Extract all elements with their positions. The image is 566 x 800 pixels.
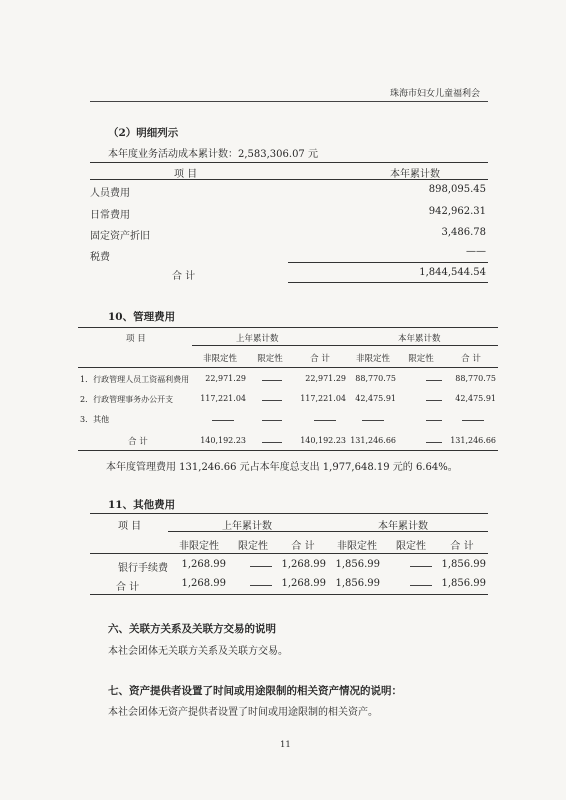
mgmt-row-label: 1．行政管理人员工资福利费用 xyxy=(80,375,190,384)
other-table-top-rule xyxy=(90,513,488,514)
mgmt-this-year-header: 本年累计数 xyxy=(398,334,441,344)
mgmt-total-cell: 140,192.23 xyxy=(300,436,346,445)
other-cell: 1,856.99 xyxy=(335,559,380,570)
mgmt-cell: 88,770.75 xyxy=(455,374,496,383)
mgmt-dash xyxy=(462,420,484,421)
detail-row-label: 日常费用 xyxy=(90,210,130,221)
related-party-title: 六、关联方关系及关联方交易的说明 xyxy=(108,623,276,635)
mgmt-dash xyxy=(262,400,282,401)
other-this-year-header: 本年累计数 xyxy=(378,521,428,532)
mgmt-col-item: 项 目 xyxy=(126,334,146,344)
other-sub-header: 合 计 xyxy=(291,541,315,552)
mgmt-dash xyxy=(426,380,442,381)
detail-bottom-rule xyxy=(288,282,488,283)
mgmt-cell: 88,770.75 xyxy=(355,374,396,383)
mgmt-dash xyxy=(314,420,336,421)
other-sub-header: 合 计 xyxy=(450,541,474,552)
other-row-label: 银行手续费 xyxy=(118,563,168,574)
mgmt-sub-header: 非限定性 xyxy=(355,354,390,364)
mgmt-total-cell: 131,246.66 xyxy=(450,436,496,445)
detail-row-label: 固定资产折旧 xyxy=(90,231,150,242)
other-header-bottom-rule xyxy=(90,553,488,554)
other-cell: 1,268.99 xyxy=(181,559,226,570)
detail-section-title: （2）明细列示 xyxy=(108,127,179,139)
other-dash xyxy=(410,566,432,567)
page-number: 11 xyxy=(280,740,291,750)
detail-row-value: 942,962.31 xyxy=(428,206,486,217)
mgmt-cell: 22,971.29 xyxy=(205,374,246,383)
mgmt-total-cell: 140,192.23 xyxy=(200,436,246,445)
other-dash xyxy=(250,585,272,586)
detail-row-value: 898,095.45 xyxy=(428,184,486,195)
mgmt-dash xyxy=(426,400,442,401)
mgmt-cell: 22,971.29 xyxy=(305,374,346,383)
mgmt-cell: 117,221.04 xyxy=(200,394,246,403)
restricted-assets-title: 七、资产提供者设置了时间或用途限制的相关资产情况的说明： xyxy=(108,685,402,697)
other-prev-year-header: 上年累计数 xyxy=(222,521,272,532)
mgmt-header-mid-rule xyxy=(192,345,498,346)
mgmt-cell: 117,221.04 xyxy=(300,394,346,403)
mgmt-sub-header: 限定性 xyxy=(257,354,283,364)
mgmt-note: 本年度管理费用 131,246.66 元占本年度总支出 1,977,648.19 元的 6.64%。 xyxy=(106,462,458,473)
mgmt-dash xyxy=(262,380,282,381)
other-sub-header: 限定性 xyxy=(238,541,268,552)
mgmt-total-cell: 131,246.66 xyxy=(350,436,396,445)
other-sub-header: 限定性 xyxy=(396,541,426,552)
mgmt-dash xyxy=(426,442,442,443)
related-party-body: 本社会团体无关联方关系及关联方交易。 xyxy=(108,646,288,657)
other-dash xyxy=(250,566,272,567)
detail-row-value: 3,486.78 xyxy=(441,227,486,238)
other-table-bottom-rule xyxy=(90,594,488,595)
detail-col-year: 本年累计数 xyxy=(390,169,440,180)
other-total-cell: 1,268.99 xyxy=(181,578,226,589)
other-dash xyxy=(410,585,432,586)
mgmt-dash xyxy=(362,420,384,421)
mgmt-sub-header: 合 计 xyxy=(310,354,330,364)
other-sub-header: 非限定性 xyxy=(337,541,377,552)
mgmt-row-label: 2．行政管理事务办公开支 xyxy=(80,395,174,404)
other-total-cell: 1,856.99 xyxy=(441,578,486,589)
mgmt-total-label: 合 计 xyxy=(128,437,148,447)
mgmt-dash xyxy=(262,420,282,421)
mgmt-section-title: 10、管理费用 xyxy=(108,311,176,323)
mgmt-header-bottom-rule xyxy=(78,367,498,368)
header-rule xyxy=(90,101,488,102)
other-section-title: 11、其他费用 xyxy=(108,499,176,511)
detail-row-label: 人员费用 xyxy=(90,188,130,199)
other-cell: 1,856.99 xyxy=(441,559,486,570)
mgmt-cell: 42,475.91 xyxy=(355,394,396,403)
other-header-mid-rule xyxy=(168,531,488,532)
detail-row-value: —— xyxy=(466,246,486,257)
mgmt-prev-year-header: 上年累计数 xyxy=(236,334,279,344)
other-cell: 1,268.99 xyxy=(281,559,326,570)
other-col-item: 项 目 xyxy=(118,521,142,532)
mgmt-table-bottom-rule xyxy=(78,450,498,451)
mgmt-cell: 42,475.91 xyxy=(455,394,496,403)
detail-total-value: 1,844,544.54 xyxy=(419,267,486,278)
mgmt-dash xyxy=(426,420,442,421)
restricted-assets-body: 本社会团体无资产提供者设置了时间或用途限制的相关资产。 xyxy=(108,707,378,718)
detail-table-top-rule xyxy=(90,162,488,163)
organization-name: 珠海市妇女儿童福利会 xyxy=(389,89,480,99)
mgmt-dash xyxy=(262,442,282,443)
detail-total-rule xyxy=(288,262,488,263)
mgmt-sub-header: 合 计 xyxy=(461,354,481,364)
detail-col-item: 项 目 xyxy=(174,169,198,180)
other-total-cell: 1,856.99 xyxy=(335,578,380,589)
detail-total-label: 合 计 xyxy=(172,271,196,282)
other-total-cell: 1,268.99 xyxy=(281,578,326,589)
detail-intro: 本年度业务活动成本累计数：2,583,306.07 元 xyxy=(108,149,318,160)
mgmt-row-label: 3．其他 xyxy=(80,415,110,424)
other-sub-header: 非限定性 xyxy=(179,541,219,552)
mgmt-dash xyxy=(212,420,234,421)
mgmt-table-top-rule xyxy=(78,327,498,328)
detail-table-header-rule xyxy=(90,179,488,180)
detail-row-label: 税费 xyxy=(90,252,110,263)
mgmt-sub-header: 非限定性 xyxy=(202,354,237,364)
other-total-label: 合 计 xyxy=(116,582,140,593)
mgmt-sub-header: 限定性 xyxy=(408,354,434,364)
